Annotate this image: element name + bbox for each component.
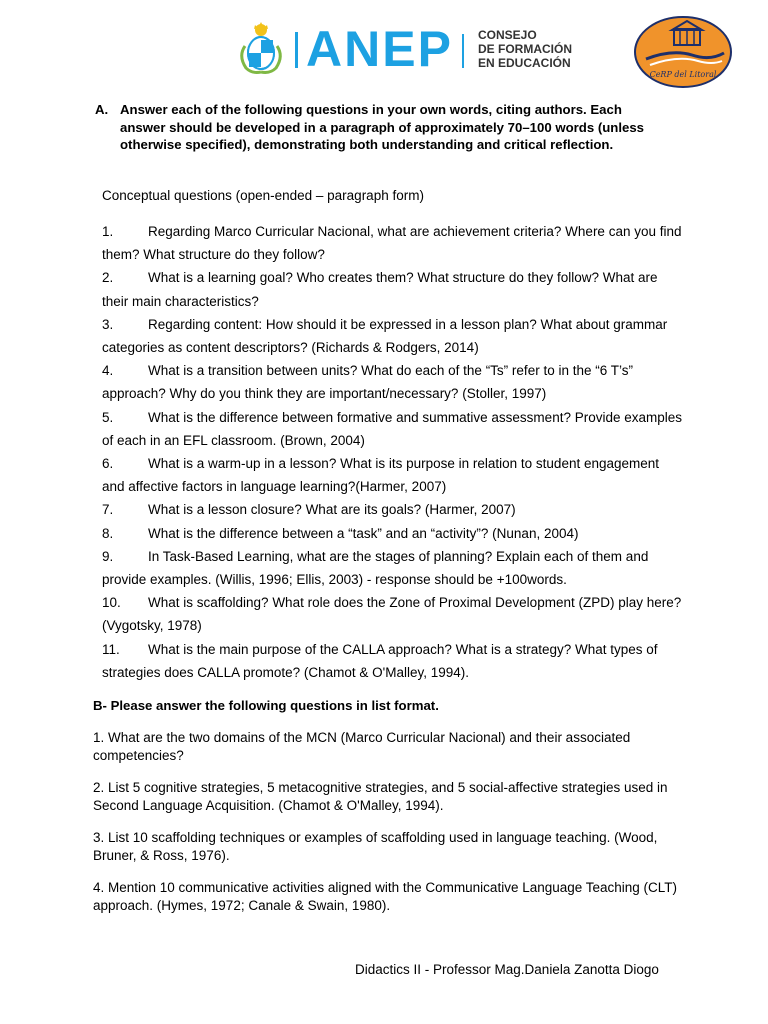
- section-a-text: Answer each of the following questions in your own words, citing authors. Each answer should be developed in a paragraph of approximately 70–100 words (unless otherwise specified), demonstrating both understanding and critical reflection.: [120, 102, 644, 152]
- council-line: EN EDUCACIÓN: [478, 56, 571, 70]
- question-text: Regarding Marco Curricular Nacional, what are achievement criteria? Where can you find them? What structure do they follow?: [102, 224, 682, 263]
- question-number: 2.: [102, 270, 114, 286]
- question-number: 9.: [102, 548, 114, 564]
- question-text: What is the main purpose of the CALLA approach? What is a strategy? What types of strategies does CALLA promote? (Chamot & O'Malley, 1994).: [102, 641, 658, 680]
- question-text: What is the difference between a “task” and an “activity”? (Nunan, 2004): [148, 525, 579, 541]
- question-item: [102, 498, 682, 521]
- uruguay-coat-of-arms-icon: [236, 22, 286, 76]
- question-text: In Task-Based Learning, what are the stages of planning? Explain each of them and provide examples. (Willis, 1996; Ellis, 2003) - response should be +100words.: [102, 548, 649, 588]
- question-number: 10.: [102, 595, 121, 611]
- anep-logo-text: ANEP: [306, 21, 453, 77]
- question-text: What is the difference between formative and summative assessment? Provide examples of each in an EFL classroom. (Brown, 2004): [102, 409, 683, 448]
- question-number: 4.: [102, 363, 114, 379]
- logo-divider: [295, 32, 298, 68]
- section-b-list: [93, 729, 683, 929]
- question-item: [102, 266, 682, 312]
- question-number: 7.: [102, 502, 114, 518]
- question-item: [102, 452, 682, 498]
- list-item: 2. List 5 cognitive strategies, 5 metacognitive strategies, and 5 social-affective strategies used in Second Language Acquisition. (Chamot & O'Malley, 1994).: [93, 780, 668, 813]
- question-item: [102, 638, 682, 684]
- question-number: 8.: [102, 525, 114, 541]
- question-item: [102, 220, 682, 266]
- question-text: What is a warm-up in a lesson? What is its purpose in relation to student engagement and affective factors in language learning?(Harmer, 2007): [102, 456, 660, 495]
- section-a-instructions: [95, 101, 670, 154]
- question-number: 6.: [102, 456, 114, 472]
- question-item: [102, 359, 682, 405]
- question-item: [102, 313, 682, 359]
- question-item: [102, 406, 682, 452]
- question-number: 5.: [102, 409, 114, 425]
- council-line: DE FORMACIÓN: [478, 42, 572, 56]
- section-a-subtitle: Conceptual questions (open-ended – paragraph form): [102, 188, 424, 203]
- question-number: 1.: [102, 224, 114, 239]
- list-item: 4. Mention 10 communicative activities aligned with the Communicative Language Teaching (CLT) approach. (Hymes, 1972; Canale & Swain, 1980).: [93, 880, 678, 913]
- section-a-letter: A.: [95, 102, 109, 117]
- question-text: What is a lesson closure? What are its goals? (Harmer, 2007): [148, 502, 516, 518]
- list-item: 3. List 10 scaffolding techniques or examples of scaffolding used in language teaching. (Wood, Bruner, & Ross, 1976).: [93, 830, 658, 863]
- question-text: What is a learning goal? Who creates them? What structure do they follow? What are their main characteristics?: [102, 270, 658, 309]
- question-text: What is scaffolding? What role does the Zone of Proximal Development (ZPD) play here? (Vygotsky, 1978): [102, 595, 682, 634]
- list-item: 1. What are the two domains of the MCN (Marco Curricular Nacional) and their associated competencies?: [93, 730, 631, 763]
- page-footer: Didactics II - Professor Mag.Daniela Zanotta Diogo: [355, 962, 659, 977]
- badge-text: CeRP del Litoral: [649, 70, 717, 79]
- question-item: [102, 522, 682, 545]
- question-item: [102, 545, 682, 591]
- question-text: Regarding content: How should it be expressed in a lesson plan? What about grammar categories as content descriptors? (Richards & Rodgers, 2014): [102, 316, 668, 356]
- logo-divider-2: [462, 34, 464, 68]
- section-b-title: B- Please answer the following questions in list format.: [93, 698, 439, 713]
- council-name: [478, 28, 572, 70]
- cerp-litoral-badge-icon: [632, 15, 734, 89]
- question-text: What is a transition between units? What do each of the “Ts” refer to in the “6 T’s” approach? Why do you think they are important/necessary? (Stoller, 1997): [102, 363, 633, 402]
- question-number: 3.: [102, 316, 114, 332]
- question-number: 11.: [102, 641, 120, 657]
- question-item: [102, 591, 682, 637]
- document-header: [0, 14, 768, 94]
- council-line: CONSEJO: [478, 28, 537, 42]
- question-list: [102, 220, 682, 684]
